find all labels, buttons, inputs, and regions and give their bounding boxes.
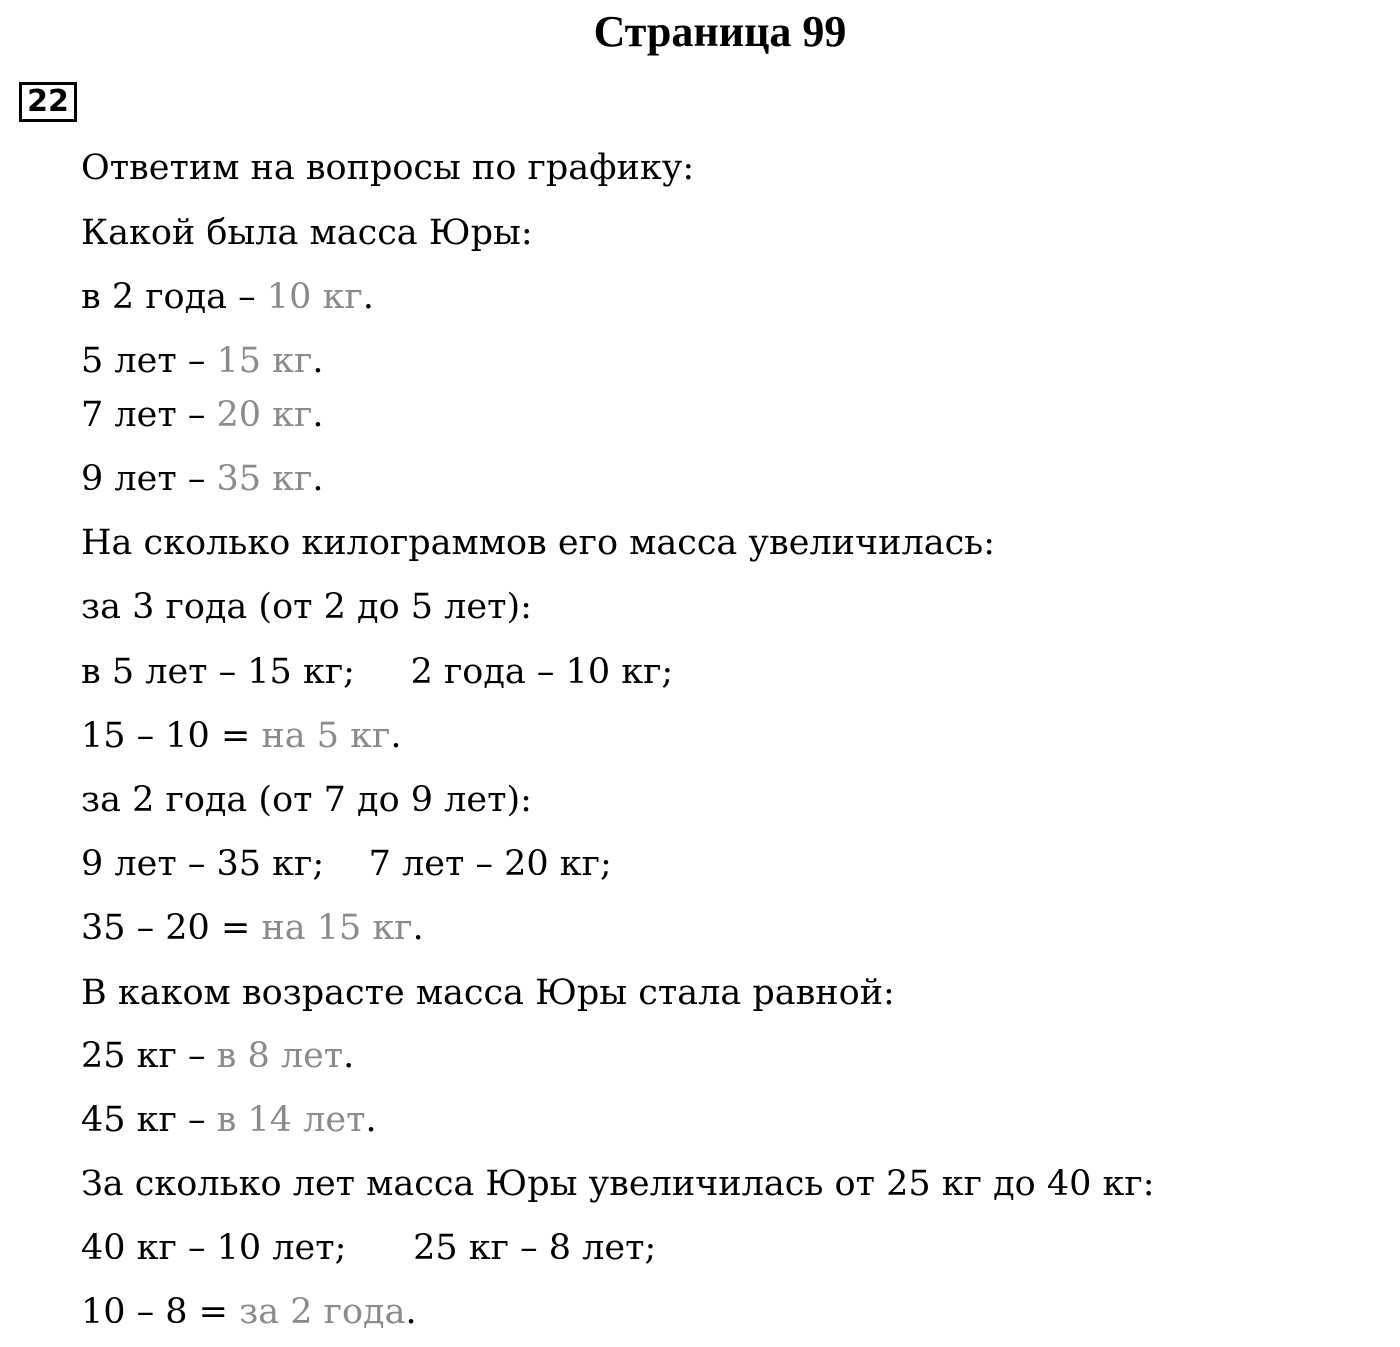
answer-text: 10 кг (266, 277, 363, 317)
text-line (81, 714, 401, 758)
text-line (81, 339, 323, 383)
text-line (81, 778, 532, 822)
text-line (81, 211, 533, 255)
text-line (81, 1034, 354, 1078)
line-text: 10 – 8 = (81, 1292, 240, 1332)
line-text: 40 кг – 10 лет; 25 кг – 8 лет; (81, 1228, 657, 1268)
line-text: 45 кг – (81, 1100, 217, 1140)
text-line (81, 275, 374, 319)
line-text: 7 лет – (81, 395, 217, 435)
text-line (81, 842, 612, 886)
line-text: за 2 года (от 7 до 9 лет): (81, 780, 532, 820)
answer-text: в 14 лет (216, 1100, 366, 1140)
line-text: 9 лет – 35 кг; 7 лет – 20 кг; (81, 844, 612, 884)
text-line (81, 906, 424, 950)
line-text: 5 лет – (81, 341, 217, 381)
answer-text: 35 кг (216, 459, 313, 499)
text-line (81, 1226, 656, 1270)
text-line (81, 1290, 417, 1334)
line-text: 9 лет – (81, 459, 217, 499)
text-line (81, 521, 995, 565)
line-text: В каком возрасте масса Юры стала равной: (81, 973, 895, 1013)
line-text: за 3 года (от 2 до 5 лет): (81, 587, 532, 627)
line-text: 25 кг – (81, 1036, 217, 1076)
answer-text: на 5 кг (261, 716, 391, 756)
line-text: . (405, 1292, 417, 1332)
line-text: 15 – 10 = (81, 716, 262, 756)
line-text: . (343, 1036, 355, 1076)
text-line (81, 1162, 1154, 1206)
line-text: . (312, 459, 324, 499)
answer-text: 15 кг (216, 341, 313, 381)
text-line (81, 393, 323, 437)
answer-text: на 15 кг (261, 908, 413, 948)
line-text: . (312, 341, 324, 381)
line-text: в 5 лет – 15 кг; 2 года – 10 кг; (81, 652, 674, 692)
page-title: Страница 99 (593, 7, 847, 56)
answer-text: в 8 лет (216, 1036, 344, 1076)
text-line (81, 971, 895, 1015)
line-text: За сколько лет масса Юры увеличилась от 25 кг до 40 кг: (81, 1164, 1155, 1204)
line-text: . (362, 277, 374, 317)
text-line (81, 146, 694, 190)
line-text: Ответим на вопросы по графику: (81, 148, 695, 188)
answer-text: 20 кг (216, 395, 313, 435)
line-text: . (390, 716, 402, 756)
text-line (81, 585, 532, 629)
text-line (81, 650, 673, 694)
line-text: . (412, 908, 424, 948)
line-text: Какой была масса Юры: (81, 213, 533, 253)
line-text: На сколько килограммов его масса увеличилась: (81, 523, 996, 563)
answer-text: за 2 года (239, 1292, 406, 1332)
line-text: . (312, 395, 324, 435)
task-number-box: 22 (19, 82, 77, 122)
line-text: 35 – 20 = (81, 908, 262, 948)
line-text: . (365, 1100, 377, 1140)
text-line (81, 1098, 377, 1142)
line-text: в 2 года – (81, 277, 267, 317)
text-line (81, 457, 323, 501)
